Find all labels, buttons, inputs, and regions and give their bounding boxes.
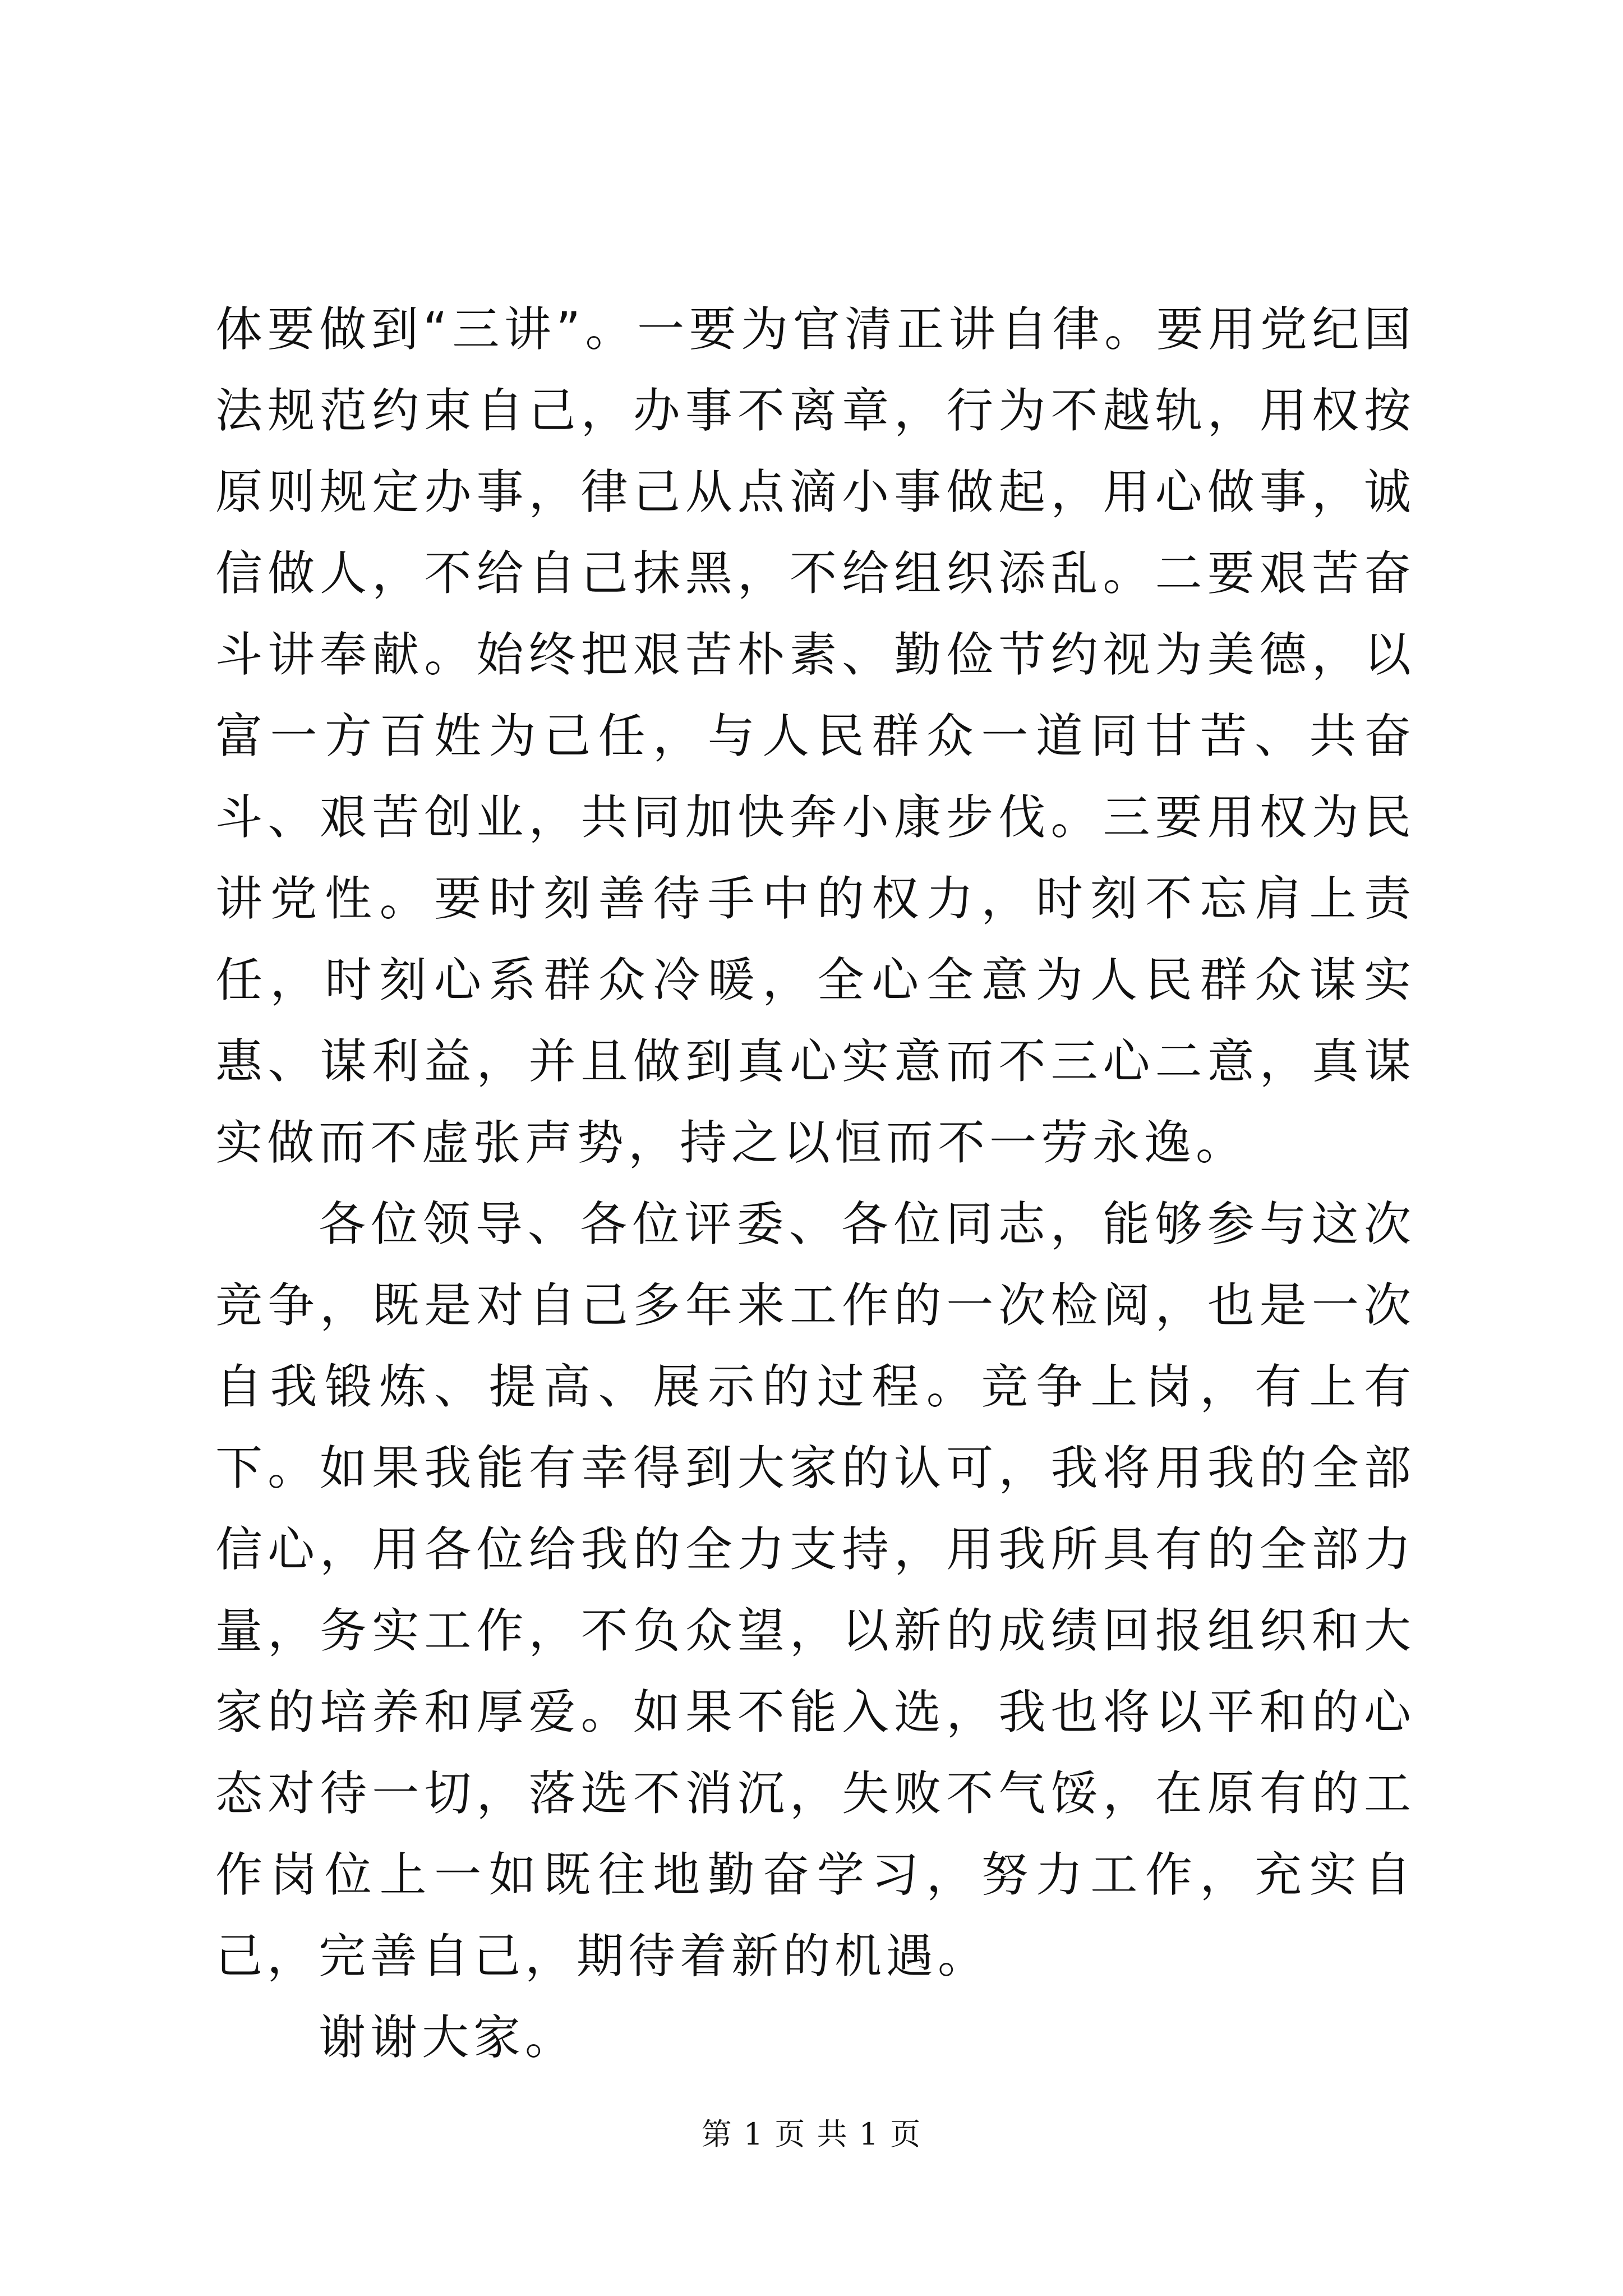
document-body [215, 289, 1415, 2078]
page-number-footer: 第 1 页 共 1 页 [701, 2116, 922, 2152]
paragraph-2: 各位领导、各位评委、各位同志，能够参与这次竞争，既是对自己多年来工作的一次检阅，也是一次自我锻炼、提高、展示的过程。竞争上岗，有上有下。如果我能有幸得到大家的认可，我将用我的全部信心，用各位给我的全力支持，用我所具有的全部力量，务实工作，不负众望，以新的成绩回报组织和大家的培养和厚爱。如果不能入选，我也将以平和的心态对待一切，落选不消沉，失败不气馁，在原有的工作岗位上一如既往地勤奋学习，努力工作，充实自己，完善自己，期待着新的机遇。 [215, 1197, 1415, 1984]
paragraph-1: 体要做到“三讲”。一要为官清正讲自律。要用党纪国法规范约束自己，办事不离章，行为不越轨，用权按原则规定办事，律己从点滴小事做起，用心做事，诚信做人，不给自己抹黑，不给组织添乱。二要艰苦奋斗讲奉献。始终把艰苦朴素、勤俭节约视为美德，以富一方百姓为己任，与人民群众一道同甘苦、共奋斗、艰苦创业，共同加快奔小康步伐。三要用权为民讲党性。要时刻善待手中的权力，时刻不忘肩上责任，时刻心系群众冷暖，全心全意为人民群众谋实惠、谋利益，并且做到真心实意而不三心二意，真谋实做而不虚张声势，持之以恒而不一劳永逸。 [215, 302, 1415, 1170]
paragraph-3: 谢谢大家。 [319, 2010, 577, 2065]
